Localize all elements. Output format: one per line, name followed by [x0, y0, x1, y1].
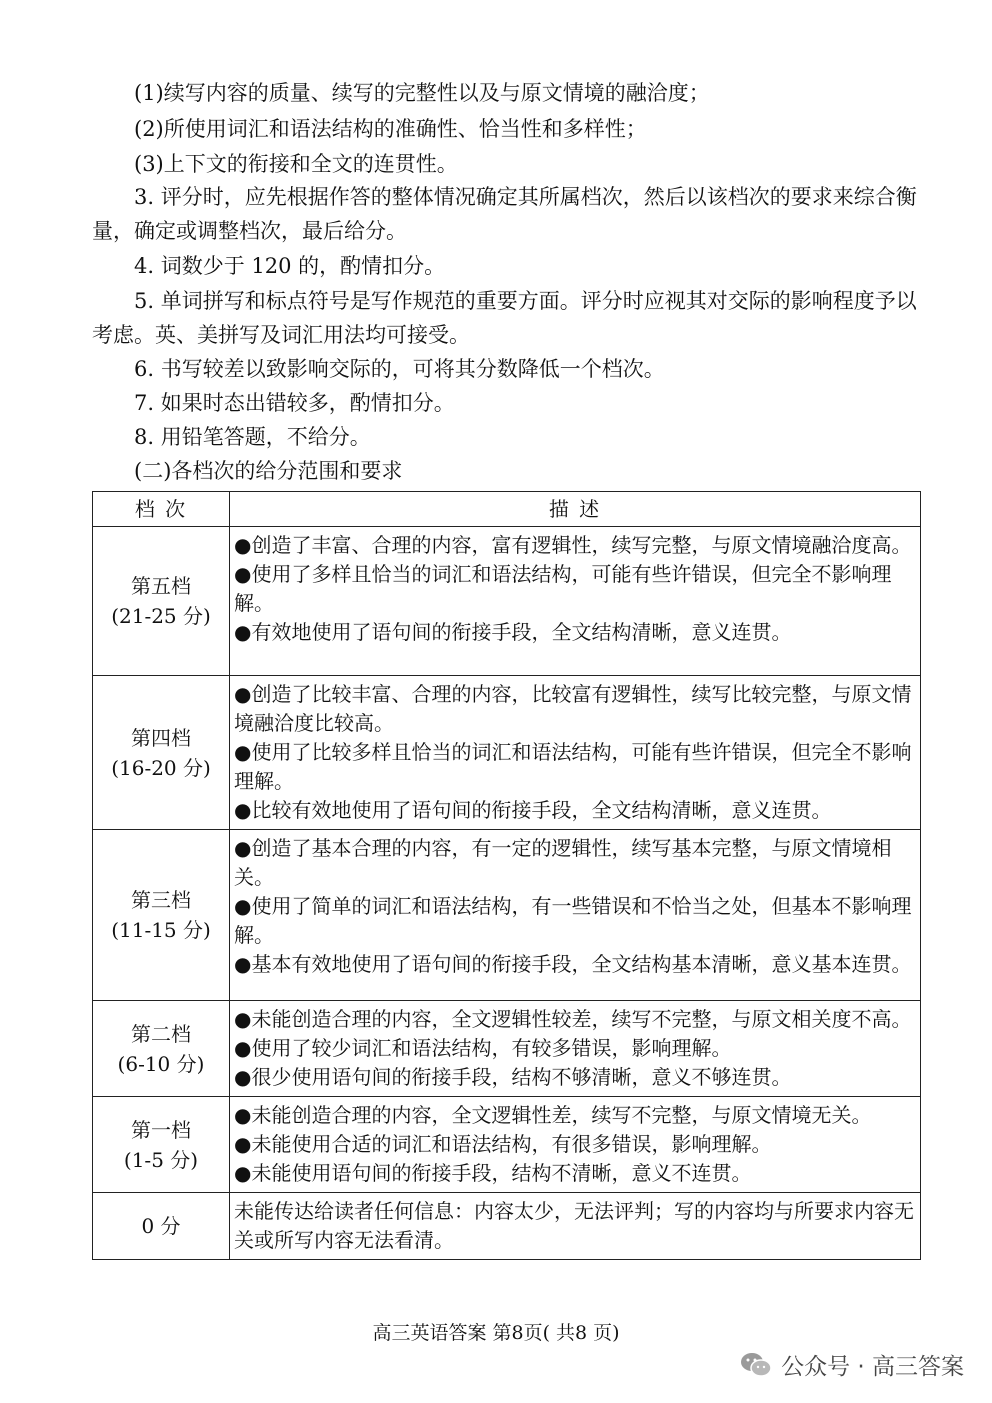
desc-item: 未能传达给读者任何信息：内容太少，无法评判；写的内容均与所要求内容无关或所写内容无法看清。: [234, 1199, 914, 1252]
desc-item: ●创造了丰富、合理的内容，富有逻辑性，续写完整，与原文情境融洽度高。: [234, 533, 912, 557]
desc-cell: [230, 1097, 921, 1193]
rule-7: 7. 如果时态出错较多，酌情扣分。: [134, 391, 455, 415]
desc-item: ●未能使用语句间的衔接手段，结构不清晰，意义不连贯。: [234, 1161, 752, 1185]
level-name: 第四档: [131, 725, 191, 750]
level-name: 第一档: [131, 1117, 191, 1142]
rule-8: 8. 用铅笔答题，不给分。: [134, 425, 371, 449]
level-cell: [93, 1097, 230, 1193]
table-row: [93, 1001, 921, 1097]
table-row: [93, 527, 921, 676]
desc-item: ●很少使用语句间的衔接手段，结构不够清晰，意义不够连贯。: [234, 1065, 792, 1089]
wechat-icon: [739, 1351, 773, 1379]
desc-cell: [230, 830, 921, 1001]
header-desc: 描 述: [230, 492, 921, 527]
desc-item: ●创造了比较丰富、合理的内容，比较富有逻辑性，续写比较完整，与原文情境融洽度比较高。: [234, 682, 912, 735]
desc-cell: [230, 527, 921, 676]
level-name: 第二档: [131, 1021, 191, 1046]
table-row: [93, 1097, 921, 1193]
rubric-table: [92, 491, 921, 1260]
level-range: (1-5 分): [123, 1147, 199, 1172]
level-name: 第三档: [131, 888, 191, 912]
table-row: [93, 830, 921, 1001]
desc-item: ●未能创造合理的内容，全文逻辑性差，续写不完整，与原文情境无关。: [234, 1103, 872, 1127]
level-range: (11-15 分): [111, 918, 211, 942]
criterion-3: (3)上下文的衔接和全文的连贯性。: [134, 152, 458, 176]
criterion-1: (1)续写内容的质量、续写的完整性以及与原文情境的融洽度；: [134, 81, 710, 105]
level-cell: [93, 1193, 230, 1260]
desc-item: ●未能使用合适的词汇和语法结构，有很多错误，影响理解。: [234, 1132, 772, 1156]
header-level: 档 次: [93, 492, 230, 527]
desc-item: ●未能创造合理的内容，全文逻辑性较差，续写不完整，与原文相关度不高。: [234, 1007, 912, 1031]
rule-5: 5. 单词拼写和标点符号是写作规范的重要方面。评分时应视其对交际的影响程度予以考虑。英、美拼写及词汇用法均可接受。: [92, 289, 917, 347]
watermark: [739, 1348, 964, 1381]
section-title: (二)各档次的给分范围和要求: [134, 459, 403, 483]
level-range: (6-10 分): [117, 1051, 205, 1076]
level-name: 0 分: [141, 1214, 181, 1238]
desc-item: ●创造了基本合理的内容，有一定的逻辑性，续写基本完整，与原文情境相关。: [234, 836, 892, 889]
watermark-text: 公众号 · 高三答案: [781, 1354, 964, 1380]
rule-4: 4. 词数少于 120 的，酌情扣分。: [134, 254, 446, 278]
level-cell: [93, 1001, 230, 1097]
desc-cell: [230, 1001, 921, 1097]
desc-cell: [230, 1193, 921, 1260]
level-range: (21-25 分): [111, 604, 211, 628]
table-row: [93, 676, 921, 830]
desc-item: ●基本有效地使用了语句间的衔接手段，全文结构基本清晰，意义基本连贯。: [234, 952, 912, 976]
desc-item: ●使用了比较多样且恰当的词汇和语法结构，可能有些许错误，但完全不影响理解。: [234, 740, 912, 793]
criterion-2: (2)所使用词汇和语法结构的准确性、恰当性和多样性；: [134, 117, 647, 141]
desc-item: ●使用了简单的词汇和语法结构，有一些错误和不恰当之处，但基本不影响理解。: [234, 894, 912, 947]
level-name: 第五档: [131, 574, 191, 598]
level-range: (16-20 分): [111, 755, 211, 780]
rule-3: 3. 评分时，应先根据作答的整体情况确定其所属档次，然后以该档次的要求来综合衡量，确定或调整档次，最后给分。: [92, 185, 917, 243]
desc-item: ●比较有效地使用了语句间的衔接手段，全文结构清晰，意义连贯。: [234, 798, 832, 822]
page-footer: 高三英语答案 第8页( 共8 页): [372, 1322, 620, 1344]
desc-cell: [230, 676, 921, 830]
rule-6: 6. 书写较差以致影响交际的，可将其分数降低一个档次。: [134, 357, 665, 381]
level-cell: [93, 676, 230, 830]
desc-item: ●有效地使用了语句间的衔接手段，全文结构清晰，意义连贯。: [234, 620, 792, 644]
table-row: [93, 1193, 921, 1260]
table-header-row: [93, 492, 921, 527]
level-cell: [93, 830, 230, 1001]
desc-item: ●使用了多样且恰当的词汇和语法结构，可能有些许错误，但完全不影响理解。: [234, 562, 892, 615]
level-cell: [93, 527, 230, 676]
desc-item: ●使用了较少词汇和语法结构，有较多错误，影响理解。: [234, 1036, 732, 1060]
